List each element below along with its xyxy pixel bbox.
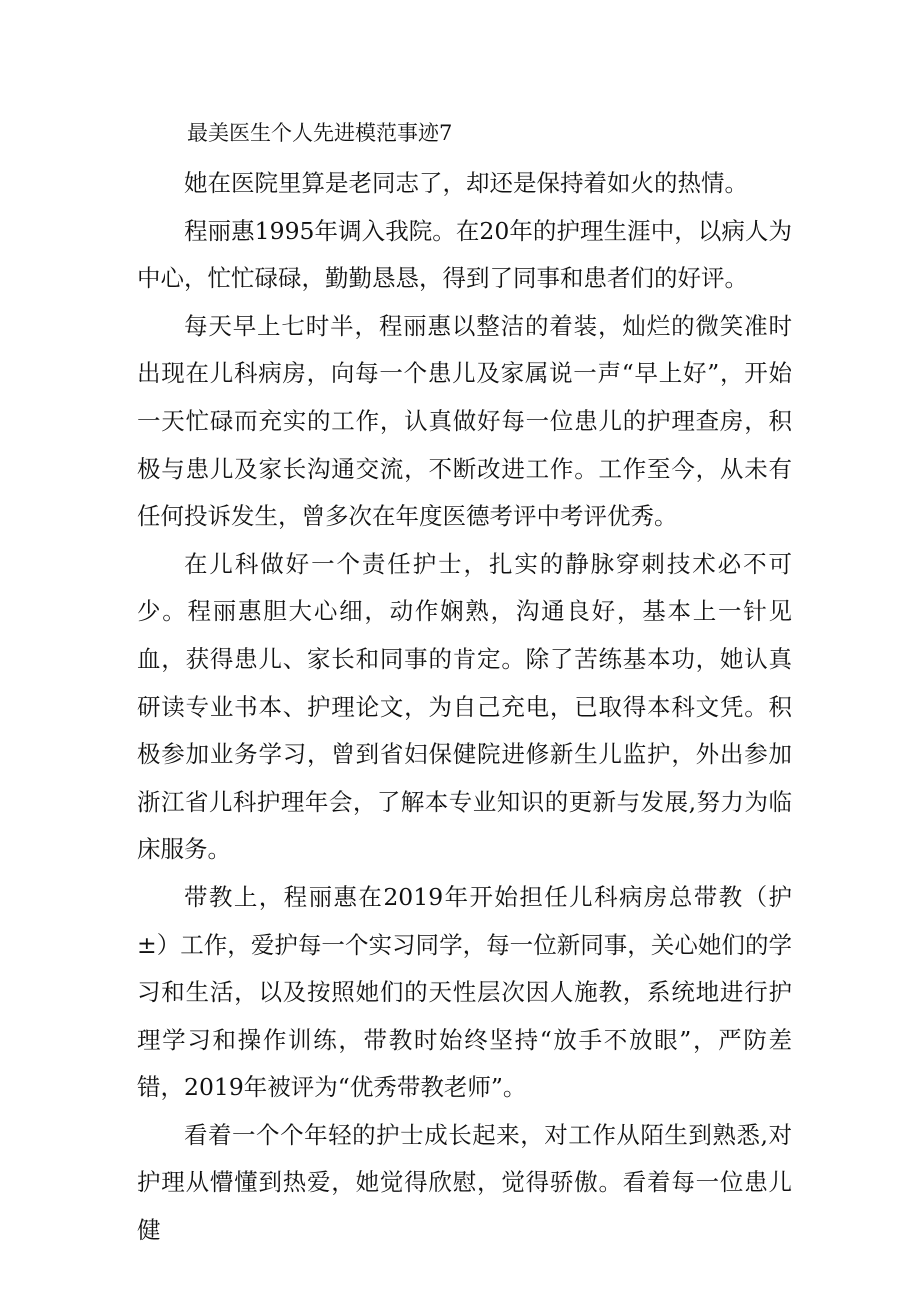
paragraph-1: 她在医院里算是老同志了，却还是保持着如火的热情。: [184, 169, 748, 197]
paragraph-6: 看着一个个年轻的护士成长起来，对工作从陌生到熟悉,对护理从懵懂到热爱，她觉得欣慰，觉得骄傲。看着每一位患儿健: [137, 1120, 792, 1245]
paragraph-3: 每天早上七时半，程丽惠以整洁的着装，灿烂的微笑准时出现在儿科病房，向每一个患儿及家属说一声“早上好”，开始一天忙碌而充实的工作，认真做好每一位患儿的护理查房，积极与患儿及家长沟通交流，不断改进工作。工作至今，从未有任何投诉发生，曾多次在年度医德考评中考评优秀。: [137, 311, 792, 531]
paragraph-4: 在儿科做好一个责任护士，扎实的静脉穿刺技术必不可少。程丽惠胆大心细，动作娴熟，沟通良好，基本上一针见血，获得患儿、家长和同事的肯定。除了苦练基本功，她认真研读专业书本、护理论文，为自己充电，已取得本科文凭。积极参加业务学习，曾到省妇保健院进修新生儿监护，外出参加浙江省儿科护理年会，了解本专业知识的更新与发展,努力为临床服务。: [137, 549, 792, 864]
document-title: 最美医生个人先进模范事迹7: [187, 121, 453, 145]
paragraph-5: 带教上，程丽惠在2019年开始担任儿科病房总带教（护±）工作，爱护每一个实习同学，每一位新同事，关心她们的学习和生活，以及按照她们的天性层次因人施教，系统地进行护理学习和操作训练，带教时始终坚持“放手不放眼”，严防差错，2019年被评为“优秀带教老师”。: [137, 882, 792, 1102]
document-body: [137, 160, 792, 1255]
paragraph-2: 程丽惠1995年调入我院。在20年的护理生涯中，以病人为中心，忙忙碌碌，勤勤恳恳，得到了同事和患者们的好评。: [137, 216, 792, 293]
